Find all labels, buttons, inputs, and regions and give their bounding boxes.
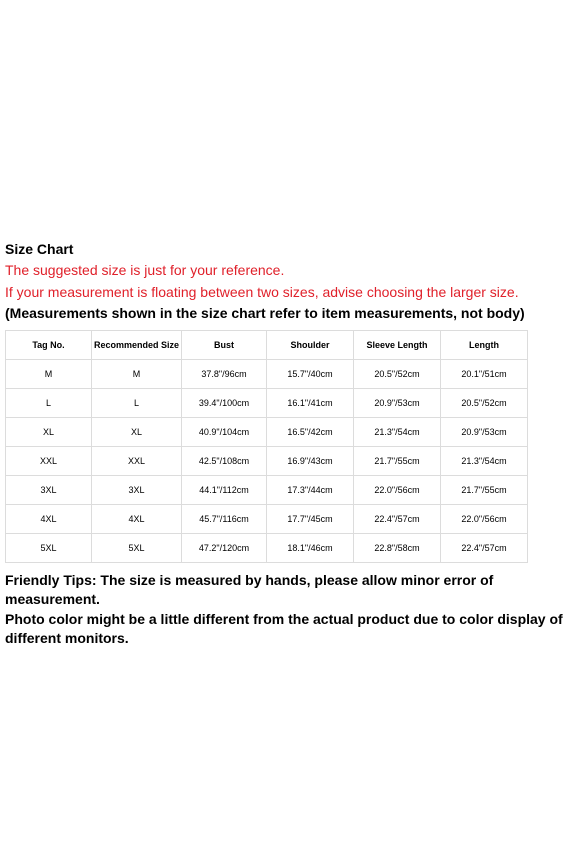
table-cell: 39.4"/100cm	[182, 389, 267, 418]
table-cell: 4XL	[6, 505, 92, 534]
table-cell: L	[6, 389, 92, 418]
table-cell: 17.3"/44cm	[267, 476, 354, 505]
table-cell: 20.5"/52cm	[441, 389, 528, 418]
table-cell: 22.4"/57cm	[354, 505, 441, 534]
table-cell: 16.1"/41cm	[267, 389, 354, 418]
table-cell: 20.9"/53cm	[441, 418, 528, 447]
table-cell: 44.1"/112cm	[182, 476, 267, 505]
table-cell: 20.5"/52cm	[354, 360, 441, 389]
table-row	[6, 418, 528, 447]
sizing-advice-note: If your measurement is floating between two sizes, advise choosing the larger size.	[5, 284, 519, 300]
friendly-tips: Friendly Tips: The size is measured by hands, please allow minor error of measurement.	[5, 572, 494, 607]
table-cell: 21.7"/55cm	[354, 447, 441, 476]
table-row	[6, 447, 528, 476]
column-header-bust: Bust	[182, 331, 267, 360]
table-cell: 18.1"/46cm	[267, 534, 354, 563]
table-cell: 4XL	[92, 505, 182, 534]
table-cell: 20.1"/51cm	[441, 360, 528, 389]
table-cell: 20.9"/53cm	[354, 389, 441, 418]
reference-note: The suggested size is just for your reference.	[5, 262, 285, 278]
table-cell: XL	[6, 418, 92, 447]
table-cell: 42.5"/108cm	[182, 447, 267, 476]
table-cell: 37.8"/96cm	[182, 360, 267, 389]
table-cell: 22.4"/57cm	[441, 534, 528, 563]
table-cell: 21.3"/54cm	[441, 447, 528, 476]
table-cell: XXL	[6, 447, 92, 476]
table-cell: 40.9"/104cm	[182, 418, 267, 447]
table-row	[6, 360, 528, 389]
table-row	[6, 389, 528, 418]
table-cell: 22.8"/58cm	[354, 534, 441, 563]
table-cell: 21.3"/54cm	[354, 418, 441, 447]
table-cell: 22.0"/56cm	[441, 505, 528, 534]
table-cell: 45.7"/116cm	[182, 505, 267, 534]
table-cell: 17.7"/45cm	[267, 505, 354, 534]
table-row	[6, 505, 528, 534]
table-cell: 16.5"/42cm	[267, 418, 354, 447]
table-cell: 21.7"/55cm	[441, 476, 528, 505]
size-chart-title: Size Chart	[5, 241, 74, 257]
table-cell: 5XL	[6, 534, 92, 563]
table-cell: L	[92, 389, 182, 418]
column-header-shoulder: Shoulder	[267, 331, 354, 360]
column-header-recommended-size: Recommended Size	[92, 331, 182, 360]
table-cell: XL	[92, 418, 182, 447]
color-disclaimer: Photo color might be a little different from the actual product due to color display of different monitors.	[5, 611, 563, 646]
table-cell: M	[6, 360, 92, 389]
size-table	[5, 330, 528, 563]
table-cell: 16.9"/43cm	[267, 447, 354, 476]
table-cell: 3XL	[6, 476, 92, 505]
table-cell: 22.0"/56cm	[354, 476, 441, 505]
table-cell: M	[92, 360, 182, 389]
table-row	[6, 534, 528, 563]
table-cell: 47.2"/120cm	[182, 534, 267, 563]
column-header-tag-no: Tag No.	[6, 331, 92, 360]
table-header-row	[6, 331, 528, 360]
column-header-length: Length	[441, 331, 528, 360]
column-header-sleeve-length: Sleeve Length	[354, 331, 441, 360]
table-cell: 5XL	[92, 534, 182, 563]
measurement-disclaimer: (Measurements shown in the size chart refer to item measurements, not body)	[5, 305, 525, 321]
table-cell: 15.7"/40cm	[267, 360, 354, 389]
size-chart-section	[5, 239, 573, 648]
table-cell: 3XL	[92, 476, 182, 505]
table-row	[6, 476, 528, 505]
table-cell: XXL	[92, 447, 182, 476]
